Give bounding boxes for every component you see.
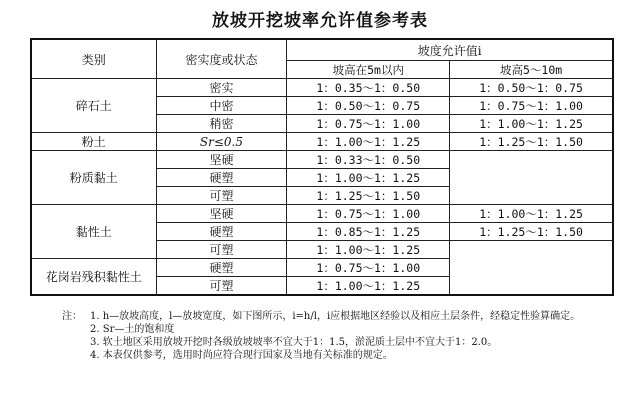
value-cell: 1：1.00～1：1.25	[450, 115, 613, 133]
header-height-lt5: 坡高在5m以内	[287, 61, 450, 79]
state-cell: 中密	[156, 97, 287, 115]
state-cell: 硬塑	[156, 259, 287, 277]
note-item	[62, 323, 622, 336]
note-item	[62, 336, 622, 349]
value-cell: 1：0.75～1：1.00	[287, 115, 450, 133]
slope-table	[30, 38, 614, 296]
table-row	[31, 205, 613, 223]
note-text: 4. 本表仅供参考，选用时尚应符合现行国家及当地有关标准的规定。	[90, 350, 393, 361]
note-text: 1. h—放坡高度，l—放坡宽度，如下图所示，i=h/l，i应根据地区经验以及相应土层条件，经稳定性验算确定。	[90, 311, 581, 322]
state-cell: 硬塑	[156, 223, 287, 241]
value-cell: 1：0.75～1：1.00	[450, 97, 613, 115]
value-cell: 1：1.00～1：1.25	[287, 241, 450, 259]
note-text: 2. Sr—土的饱和度	[90, 324, 175, 335]
notes-block	[62, 310, 622, 362]
header-row	[31, 39, 613, 61]
table-title: 放坡开挖坡率允许值参考表	[212, 11, 428, 31]
state-cell: Sr≤0.5	[156, 133, 287, 151]
value-cell: 1：0.35～1：0.50	[287, 79, 450, 97]
category-cell: 粉土	[31, 133, 156, 151]
value-cell: 1：1.00～1：1.25	[287, 169, 450, 187]
header-category: 类别	[31, 39, 156, 79]
table-row	[31, 133, 613, 151]
state-cell: 坚硬	[156, 205, 287, 223]
header-slope: 坡度允许值i	[287, 39, 613, 61]
table-row	[31, 79, 613, 97]
category-cell: 碎石土	[31, 79, 156, 133]
value-cell: 1：0.75～1：1.00	[287, 205, 450, 223]
state-cell: 密实	[156, 79, 287, 97]
category-cell: 花岗岩残积黏性土	[31, 259, 156, 296]
category-cell: 粉质黏土	[31, 151, 156, 205]
value-cell: 1：1.25～1：1.50	[287, 187, 450, 205]
header-height-5-10: 坡高5～10m	[450, 61, 613, 79]
value-cell: 1：0.33～1：0.50	[287, 151, 450, 169]
value-cell-empty	[450, 241, 613, 296]
state-cell: 可塑	[156, 187, 287, 205]
note-item	[62, 310, 622, 323]
value-cell: 1：0.50～1：0.75	[450, 79, 613, 97]
state-cell: 可塑	[156, 241, 287, 259]
state-cell: 硬塑	[156, 169, 287, 187]
notes-label: 注：	[62, 311, 82, 322]
note-text: 3. 软土地区采用放坡开挖时各级放坡坡率不宜大于1：1.5，淤泥质土层中不宜大于1：2.0。	[90, 337, 498, 348]
value-cell: 1：0.50～1：0.75	[287, 97, 450, 115]
state-cell: 坚硬	[156, 151, 287, 169]
value-cell-empty	[450, 151, 613, 205]
value-cell: 1：1.00～1：1.25	[287, 277, 450, 296]
category-cell: 黏性土	[31, 205, 156, 259]
table-row	[31, 151, 613, 169]
value-cell: 1：1.00～1：1.25	[450, 205, 613, 223]
state-cell: 可塑	[156, 277, 287, 296]
note-item	[62, 349, 622, 362]
value-cell: 1：1.25～1：1.50	[450, 133, 613, 151]
value-cell: 1：1.00～1：1.25	[287, 133, 450, 151]
value-cell: 1：1.25～1：1.50	[450, 223, 613, 241]
value-cell: 1：0.75～1：1.00	[287, 259, 450, 277]
value-cell: 1：0.85～1：1.25	[287, 223, 450, 241]
state-cell: 稍密	[156, 115, 287, 133]
header-state: 密实度或状态	[156, 39, 287, 79]
